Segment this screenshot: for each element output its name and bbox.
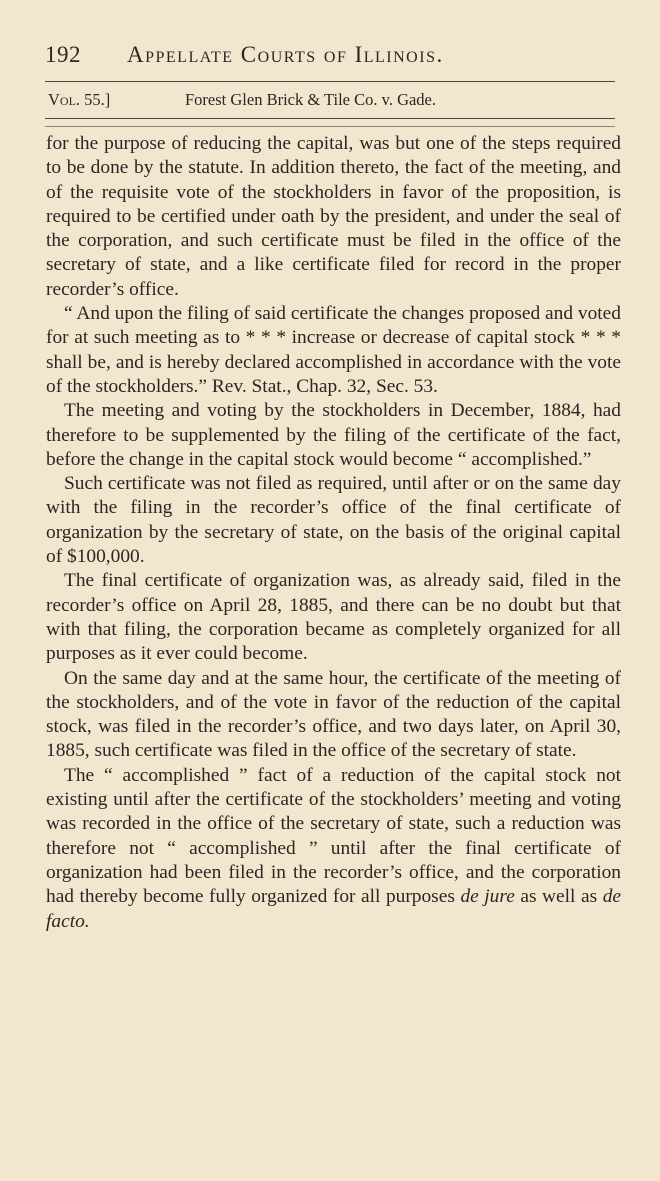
header-rule-bottom-short [45,126,615,127]
paragraph-text: The “ accomplished ” fact of a reduction of the capital stock not existing until after the certificate of the stockholders’ meeting and voting was recorded in the office of the secretary of state, such a reduction was therefore not “ accomplished ” until after the final certificate of organization had been filed in the recorder’s office, and the corporation had thereby become fully organized for all purposes [46,764,621,908]
paragraph [46,764,621,934]
case-subheading [48,90,608,110]
italic-phrase-de-jure: de jure [460,886,515,908]
header-rule-bottom [45,118,615,119]
paragraph: for the purpose of reducing the capital, was but one of the steps required to be done by the statute. In addition thereto, the fact of the meeting, and of the requisite vote of the stockholders in favor of the proposition, is required to be certified under oath by the president, and under the seal of the corporation, and such certificate must be filed in the office of the secretary of state, and a like certificate filed for record in the proper recorder’s office. [46,133,621,300]
paragraph: “ And upon the filing of said certificate the changes proposed and voted for at such meeting as to * * * increase or decrease of capital stock * * * shall be, and is hereby declared accomplished in accordance with the vote of the stockholders.” Rev. Stat., Chap. 32, Sec. 53. [46,303,621,397]
paragraph: Such certificate was not filed as required, until after or on the same day with the filing in the recorder’s office of the final certificate of organization by the secretary of state, on the basis of the original capital of $100,000. [46,473,621,568]
header-rule-top [45,81,615,82]
volume-label: Vol. 55.] [48,90,111,109]
paragraph: The meeting and voting by the stockholders in December, 1884, had therefore to be supplemented by the filing of the certificate of the fact, before the change in the capital stock would become “ accomplished.” [46,400,621,470]
case-title: Forest Glen Brick & Tile Co. v. Gade. [185,90,437,109]
running-head [45,42,525,68]
page-title: Appellate Courts of Illinois. [127,42,444,67]
paragraph-text-tail: as well as [520,886,598,908]
page-number: 192 [45,42,81,67]
paragraph: The final certificate of organization was, as already said, filed in the recorder’s office on April 28, 1885, and there can be no doubt but that with that filing, the corporation became as completely organized for all purposes as it ever could become. [46,570,621,665]
italic-phrase-de-facto: de facto. [46,886,621,932]
body-text [46,132,621,934]
paragraph: On the same day and at the same hour, the certificate of the meeting of the stockholders, and of the vote in favor of the reduction of the capital stock, was filed in the recorder’s office, and two days later, on April 30, 1885, such certificate was filed in the office of the secretary of state. [46,667,621,762]
